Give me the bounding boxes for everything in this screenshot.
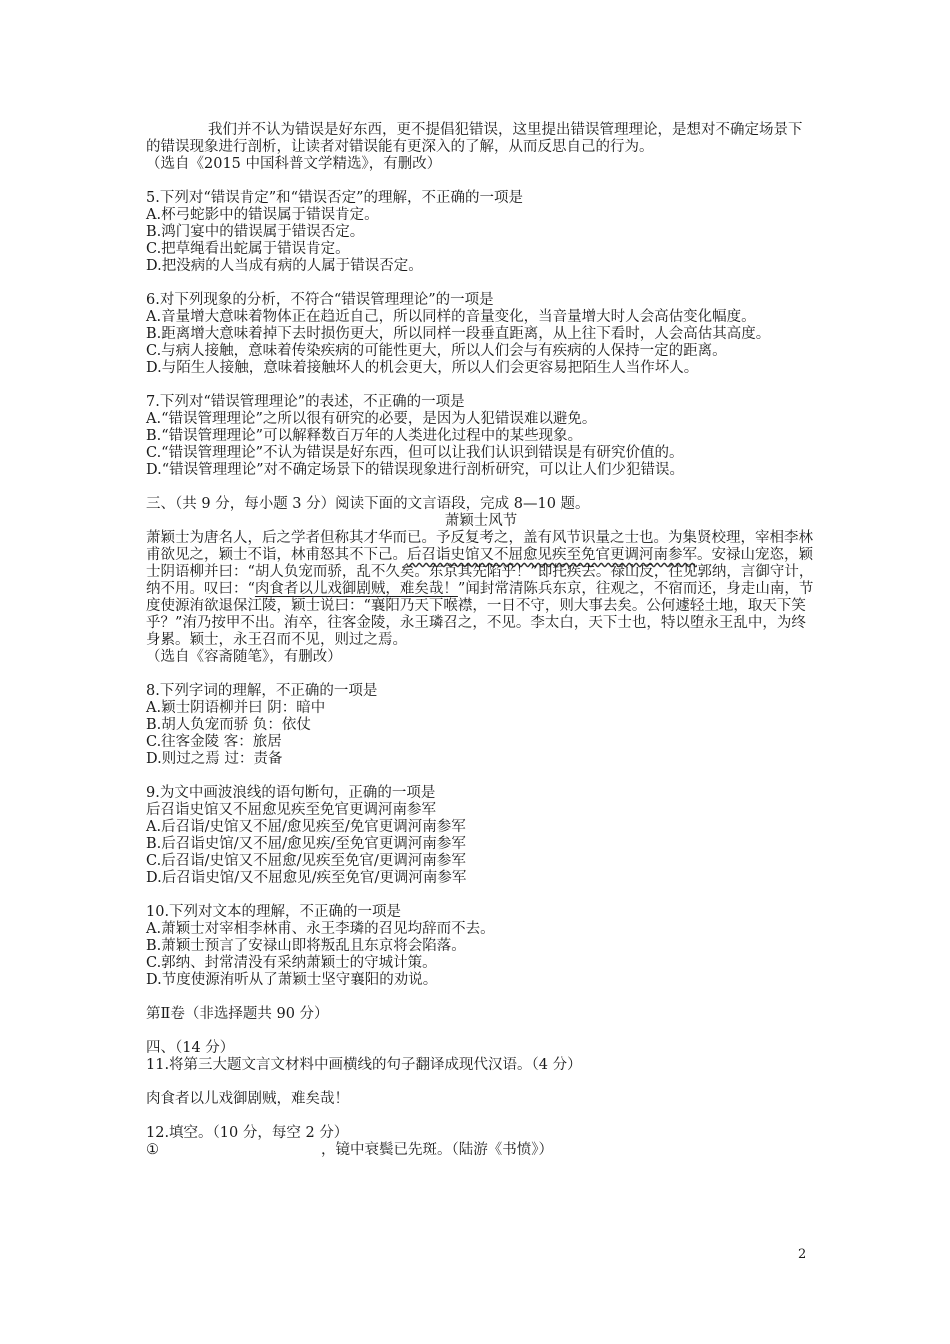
passage-title: 萧颖士风节 — [444, 513, 518, 529]
q6-option-a: A.音量增大意味着物体正在趋近自己，所以同样的音量变化，当音量增大时人会高估变化幅度。 — [146, 309, 756, 325]
q9-option-a: A.后召诣/史馆又不屈/愈见疾至/免官更调河南参军 — [146, 819, 466, 835]
q7-option-c: C.“错误管理理论”不认为错误是好东西，但可以让我们认识到错误是有研究价值的。 — [146, 445, 684, 461]
section-4 — [146, 1040, 816, 1159]
question-10 — [146, 904, 816, 989]
q9-stem: 9.为文中画波浪线的语句断句，正确的一项是 — [146, 785, 436, 801]
question-7 — [146, 394, 816, 479]
q12-item-1-text: ，镜中衰鬓已先斑。（陆游《书愤》） — [321, 1142, 553, 1158]
q8-option-d: D.则过之焉 过：责备 — [146, 751, 283, 767]
q9-option-d: D.后召诣史馆/又不屈愈见/疾至免官/更调河南参军 — [146, 870, 467, 886]
question-9 — [146, 785, 816, 887]
section-3 — [146, 496, 816, 666]
q12-item-1 — [146, 1142, 816, 1159]
q10-option-a: A.萧颖士对宰相李林甫、永王李璘的召见均辞而不去。 — [146, 921, 495, 937]
q6-option-b: B.距离增大意味着掉下去时损伤更大，所以同样一段垂直距离，从上往下看时，人会高估其高度。 — [146, 326, 771, 342]
q8-option-a: A.颖士阴语柳并曰 阴：暗中 — [146, 700, 326, 716]
wavy-underlined-sentence: 后召诣史馆又不屈愈见疾至免官更调河南参军 — [407, 547, 697, 563]
q7-stem: 7.下列对“错误管理理论”的表述，不正确的一项是 — [146, 394, 465, 410]
part2-header: 第Ⅱ卷（非选择题共 90 分） — [146, 1006, 329, 1022]
section3-header: 三、（共 9 分，每小题 3 分）阅读下面的文言语段，完成 8—10 题。 — [146, 496, 590, 512]
q12-stem: 12.填空。（10 分，每空 2 分） — [146, 1125, 349, 1141]
q6-option-c: C.与病人接触，意味着传染疾病的可能性更大，所以人们会与有疾病的人保持一定的距离。 — [146, 343, 727, 359]
q9-option-c: C.后召诣/史馆又不屈愈/见疾至免官/更调河南参军 — [146, 853, 466, 869]
page-number: 2 — [798, 1247, 807, 1262]
page-content — [146, 122, 816, 1159]
q8-option-c: C.往客金陵 客：旅居 — [146, 734, 282, 750]
q10-option-d: D.节度使源洧听从了萧颖士坚守襄阳的劝说。 — [146, 972, 438, 988]
section4-header: 四、（14 分） — [146, 1040, 235, 1056]
q5-option-d: D.把没病的人当成有病的人属于错误否定。 — [146, 258, 423, 274]
q5-option-b: B.鸿门宴中的错误属于错误否定。 — [146, 224, 365, 240]
q5-option-a: A.杯弓蛇影中的错误属于错误肯定。 — [146, 207, 379, 223]
q11-stem: 11.将第三大题文言文材料中画横线的句子翻译成现代汉语。（4 分） — [146, 1057, 582, 1073]
intro-source: （选自《2015 中国科普文学精选》，有删改） — [146, 156, 442, 172]
question-8 — [146, 683, 816, 768]
question-6 — [146, 292, 816, 377]
passage-source: （选自《容斋随笔》，有删改） — [146, 649, 342, 665]
q8-option-b: B.胡人负宠而骄 负：依仗 — [146, 717, 311, 733]
intro-paragraph: 我们并不认为错误是好东西，更不提倡犯错误，这里提出错误管理理论，是想对不确定场景下的错误现象进行剖析，让读者对错误能有更深入的了解，从而反思自己的行为。 — [146, 122, 803, 155]
q10-stem: 10.下列对文本的理解，不正确的一项是 — [146, 904, 402, 920]
q11-sentence: 肉食者以儿戏御剧贼，难矣哉！ — [146, 1091, 349, 1107]
q12-item-1-number: ① — [146, 1142, 159, 1158]
q5-option-c: C.把草绳看出蛇属于错误肯定。 — [146, 241, 350, 257]
q6-stem: 6.对下列现象的分析，不符合“错误管理理论”的一项是 — [146, 292, 494, 308]
q9-sentence: 后召诣史馆又不屈愈见疾至免官更调河南参军 — [146, 802, 436, 818]
q5-stem: 5.下列对“错误肯定”和“错误否定”的理解，不正确的一项是 — [146, 190, 523, 206]
q7-option-a: A.“错误管理理论”之所以很有研究的必要，是因为人犯错误难以避免。 — [146, 411, 597, 427]
passage-part-c: ”闻封常清陈兵东京，往观之，不宿而还，身走山南，节度使源洧欲退保江陵，颖士说曰：“襄阳乃天下喉襟，一日不守，则大事去矣。公何遽轻土地，取天下笑乎？”洧乃按甲不出。洧卒，往客金陵，永王璘召之，不见。李太白，天下士也，特以堕永王乱中，为终身累。颖士，永王召而不见，则过之焉。 — [146, 581, 814, 648]
q6-option-d: D.与陌生人接触，意味着接触坏人的机会更大，所以人们会更容易把陌生人当作坏人。 — [146, 360, 699, 376]
q10-option-b: B.萧颖士预言了安禄山即将叛乱且东京将会陷落。 — [146, 938, 466, 954]
underlined-sentence: 肉食者以儿戏御剧贼，难矣哉！ — [254, 581, 458, 597]
passage-part-b: 。安禄山宠恣，颖士阴语柳并曰：“胡人负宠而骄，乱不久矣。东京其先陷乎！”即托疾去。禄山反，往见郭纳，言御守计，纳不用。叹曰：“ — [146, 547, 814, 597]
q9-option-b: B.后召诣史馆/又不屈/愈见疾/至免官更调河南参军 — [146, 836, 466, 852]
question-5 — [146, 190, 816, 275]
q7-option-d: D.“错误管理理论”对不确定场景下的错误现象进行剖析研究，可以让人们少犯错误。 — [146, 462, 685, 478]
q10-option-c: C.郭纳、封常清没有采纳萧颖士的守城计策。 — [146, 955, 437, 971]
q8-stem: 8.下列字词的理解，不正确的一项是 — [146, 683, 378, 699]
q7-option-b: B.“错误管理理论”可以解释数百万年的人类进化过程中的某些现象。 — [146, 428, 583, 444]
classical-passage — [146, 530, 816, 649]
passage-part-a: 萧颖士为唐名人，后之学者但称其才华而已。予反复考之，盖有风节识量之士也。为集贤校理，宰相李林甫欲见之，颖士不诣，林甫怒其不下己。 — [146, 530, 813, 563]
